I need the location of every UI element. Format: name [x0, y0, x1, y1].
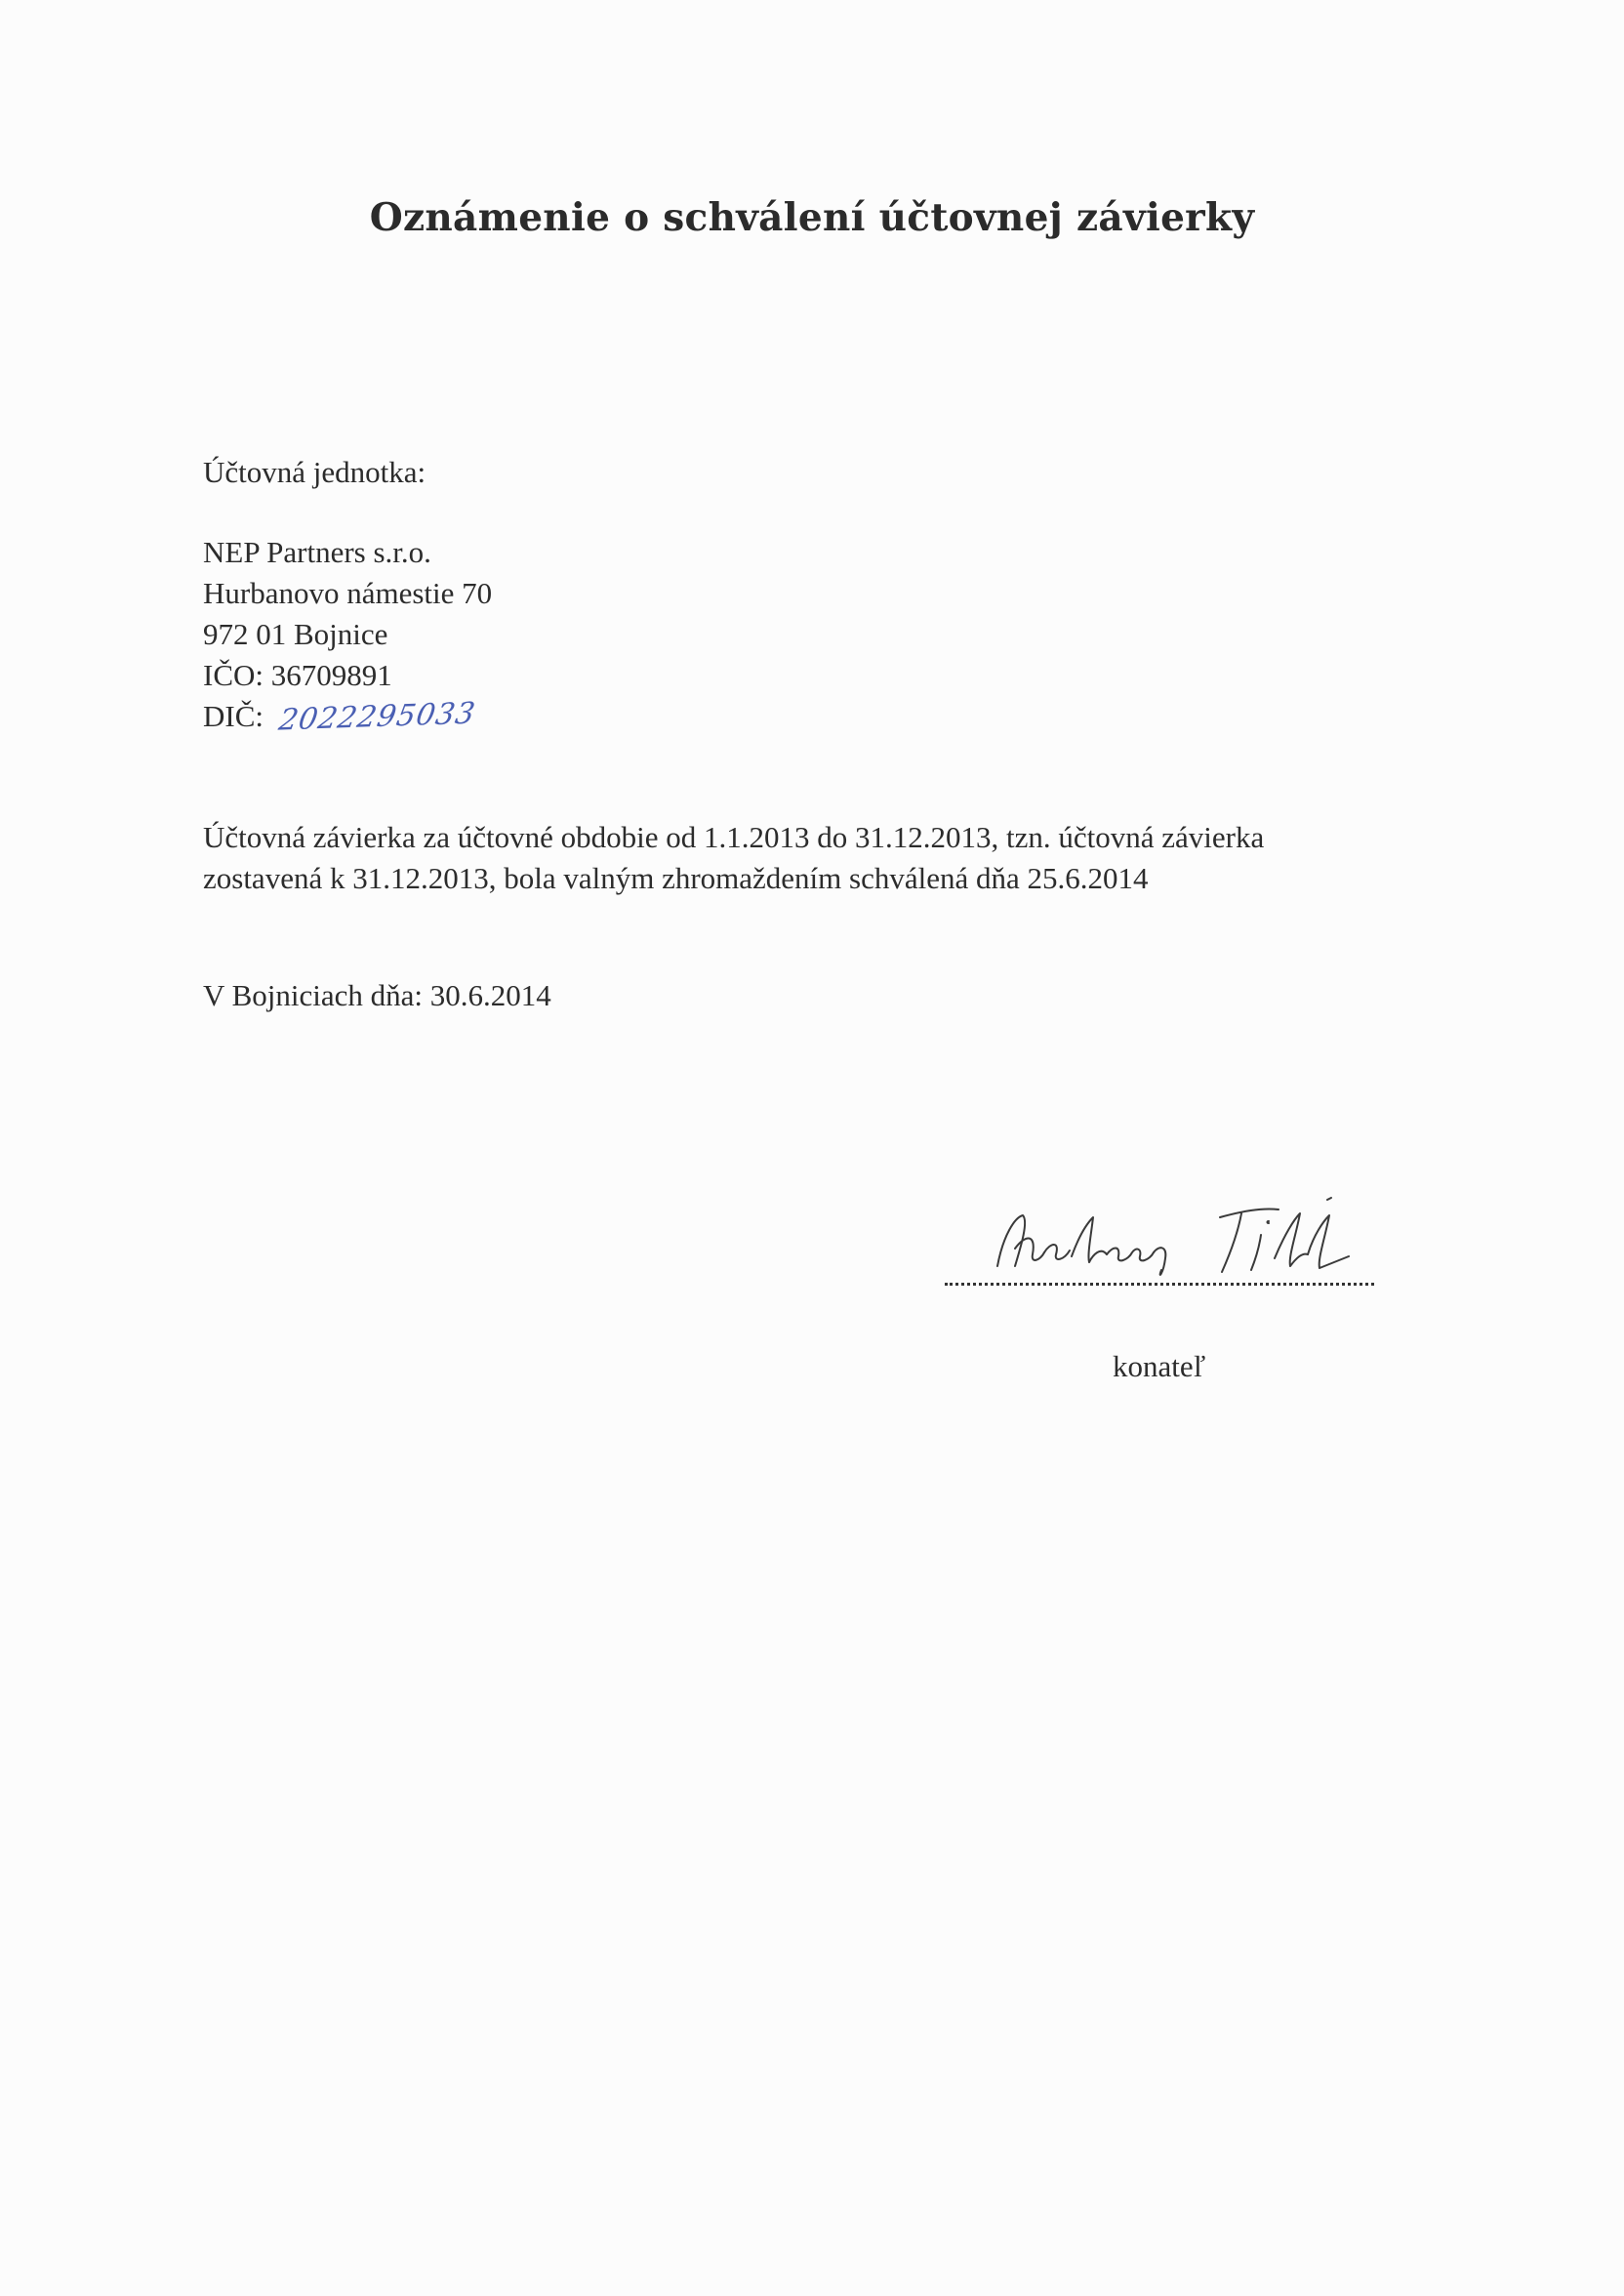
dic-handwritten-value: 2022295033: [275, 696, 478, 738]
signer-role: konateľ: [1113, 1349, 1206, 1383]
document-title: Oznámenie o schválení účtovnej závierky: [369, 195, 1255, 240]
place-date: V Bojniciach dňa: 30.6.2014: [203, 978, 551, 1012]
dic-label: DIČ:: [203, 699, 264, 733]
signature-dotted-line: [945, 1283, 1374, 1286]
statement-line-2: zostavená k 31.12.2013, bola valným zhromaždením schválená dňa 25.6.2014: [203, 861, 1149, 895]
entity-name: NEP Partners s.r.o.: [203, 535, 431, 569]
entity-street: Hurbanovo námestie 70: [203, 576, 493, 610]
entity-label: Účtovná jednotka:: [203, 455, 426, 489]
entity-dic: [203, 696, 478, 738]
signature-image: [986, 1196, 1357, 1284]
entity-ico: IČO: 36709891: [203, 658, 392, 692]
statement-line-1: Účtovná závierka za účtovné obdobie od 1.1.2013 do 31.12.2013, tzn. účtovná závierka: [203, 820, 1265, 854]
entity-city: 972 01 Bojnice: [203, 617, 388, 651]
